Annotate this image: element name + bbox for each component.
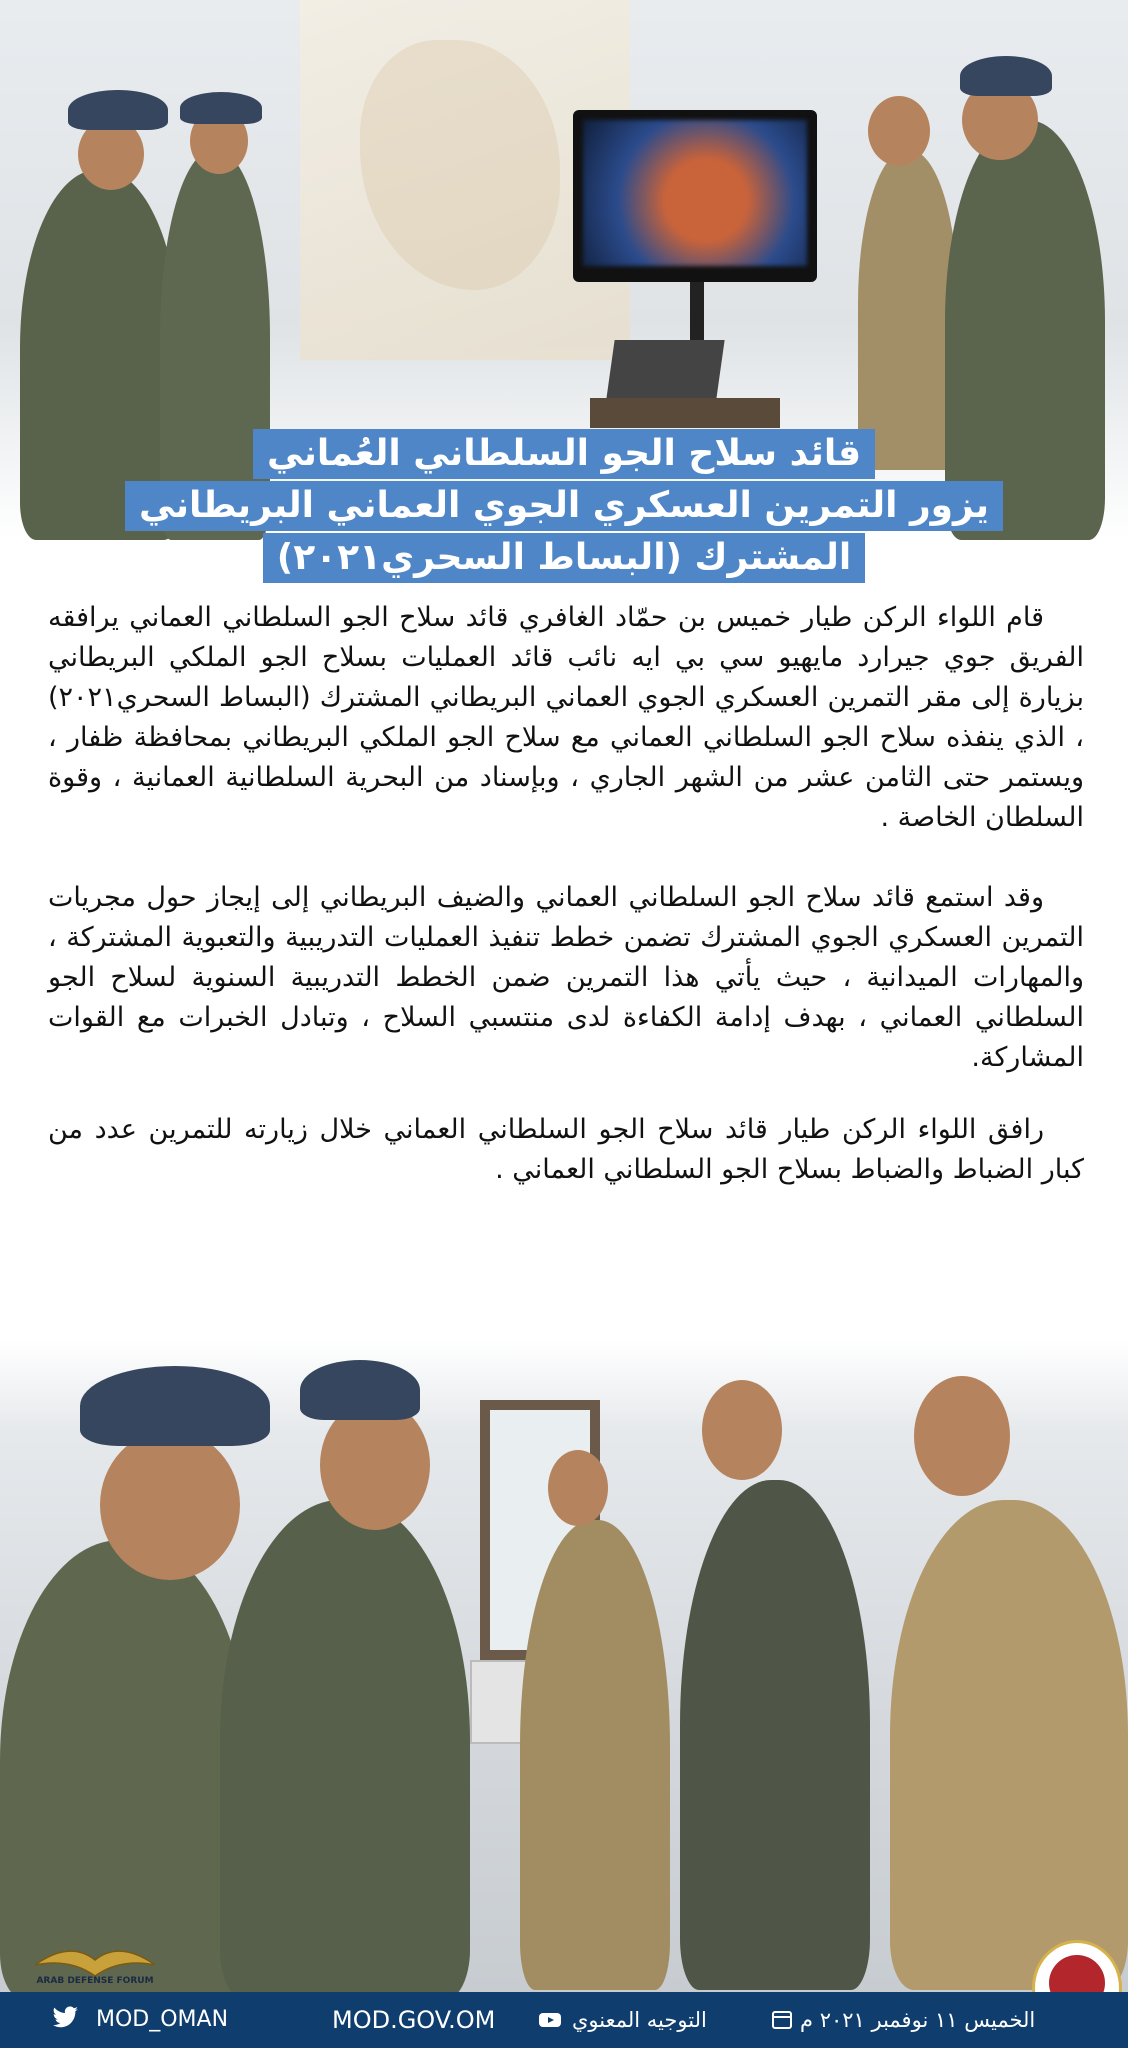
officer-figure xyxy=(0,1540,250,1992)
officer-figure xyxy=(520,1520,670,1990)
officer-figure xyxy=(220,1500,470,1992)
twitter-handle[interactable]: MOD_OMAN xyxy=(96,2007,229,2032)
website-link[interactable]: MOD.GOV.OM xyxy=(332,2006,496,2034)
laptop xyxy=(605,340,724,406)
officer-figure xyxy=(680,1480,870,1990)
eagle-icon xyxy=(30,1940,160,1980)
footer-bar xyxy=(0,1992,1128,2048)
bottom-photo xyxy=(0,1340,1128,1992)
twitter-icon[interactable] xyxy=(52,2006,80,2034)
headline xyxy=(0,428,1128,584)
watermark-text: ARAB DEFENSE FORUM xyxy=(36,1976,154,1986)
forum-watermark xyxy=(30,1940,160,2000)
department-name: التوجيه المعنوي xyxy=(572,2008,707,2032)
headline-line-3: المشترك (البساط السحري٢٠٢١) xyxy=(263,533,866,583)
officer-figure xyxy=(890,1500,1128,1990)
youtube-icon[interactable] xyxy=(538,2008,562,2032)
article-paragraph-3: رافق اللواء الركن طيار قائد سلاح الجو السلطاني العماني خلال زيارته للتمرين عدد من كبار الضباط والضباط بسلاح الجو السلطاني العماني . xyxy=(48,1114,1084,1185)
headline-line-2: يزور التمرين العسكري الجوي العماني البريطاني xyxy=(125,481,1003,531)
headline-line-1: قائد سلاح الجو السلطاني العُماني xyxy=(253,429,875,479)
officer-figure xyxy=(858,150,958,470)
publish-date: الخميس ١١ نوفمبر ٢٠٢١ م xyxy=(800,2008,1036,2032)
article-body xyxy=(48,598,1084,1190)
article-paragraph-1: قام اللواء الركن طيار خميس بن حمّاد الغافري قائد سلاح الجو السلطاني العماني يرافقه الفريق جوي جيرارد مايهيو سي بي ايه نائب قائد العمليات بسلاح الجو الملكي البريطاني بزيارة إلى مقر التمرين العسكري الجوي العماني البريطاني المشترك (البساط السحري٢٠٢١) ، الذي ينفذه سلاح الجو السلطاني العماني مع سلاح الجو الملكي البريطاني بمحافظة ظفار ، ويستمر حتى الثامن عشر من الشهر الجاري ، وبإسناد من البحرية السلطانية العمانية ، وقوة السلطان الخاصة . xyxy=(48,602,1084,833)
article-paragraph-2: وقد استمع قائد سلاح الجو السلطاني العماني والضيف البريطاني إلى إيجاز حول مجريات التمرين العسكري الجوي المشترك تضمن خطط تنفيذ العمليات التدريبية والتعبوية المشتركة ، والمهارات الميدانية ، حيث يأتي هذا التمرين ضمن الخطط التدريبية السنوية لسلاح الجو السلطاني العماني ، بهدف إدامة الكفاءة لدى منتسبي السلاح ، وتبادل الخبرات مع القوات المشاركة. xyxy=(48,882,1084,1073)
calendar-icon xyxy=(770,2007,796,2033)
display-screen xyxy=(573,110,817,282)
